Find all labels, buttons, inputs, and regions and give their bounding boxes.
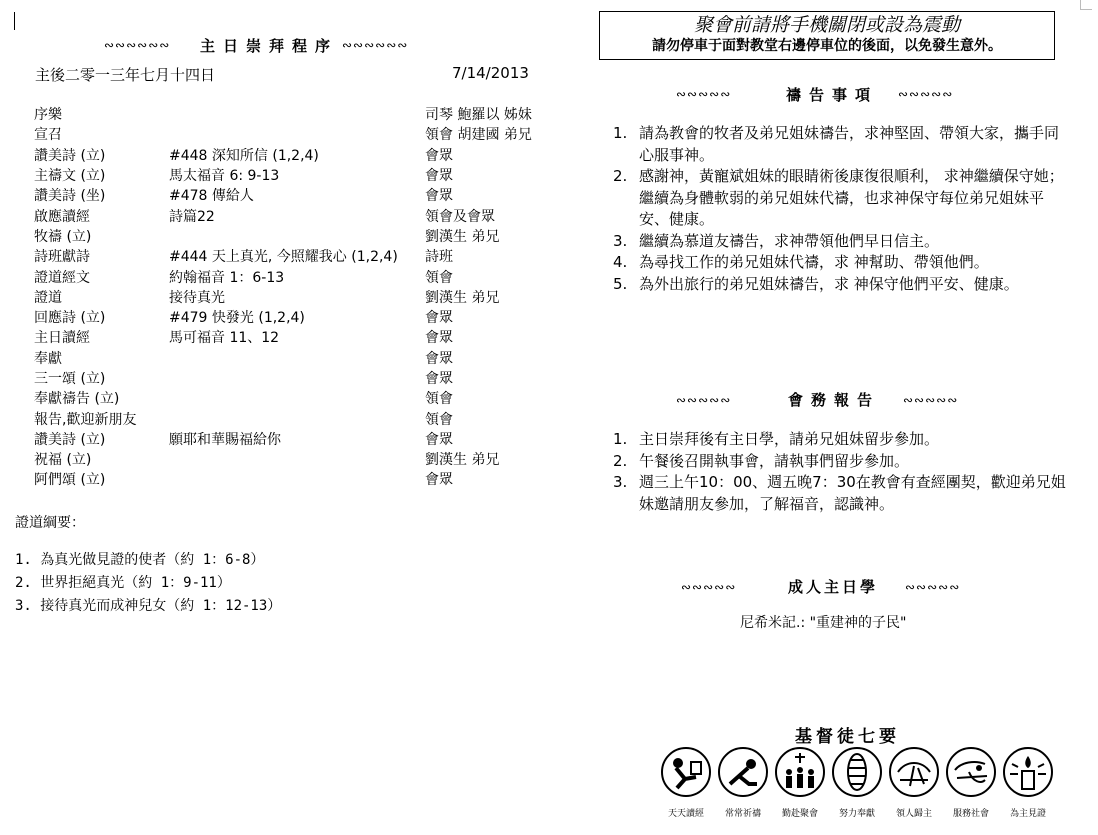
service-row <box>34 205 565 225</box>
service-detail: 約翰福音 1：6-13 <box>169 269 285 286</box>
service-row <box>34 124 565 144</box>
text-cursor <box>14 12 15 30</box>
serving-icon <box>945 746 997 798</box>
service-row <box>34 104 565 124</box>
school-title: 成人主日學 <box>788 578 879 596</box>
notice-box <box>599 11 1055 60</box>
service-item: 主禱文 (立) <box>34 168 106 185</box>
essential-label: 勤赴聚會 <box>781 809 818 819</box>
page-corner-mark <box>1080 9 1092 10</box>
service-row <box>34 449 565 469</box>
service-item: 三一頌 (立) <box>34 371 106 387</box>
affairs-title: 會務報告 <box>788 391 881 409</box>
prayer-item: 2. 感謝神，黃寵斌姐妹的眼睛術後康復很順利， 求神繼續保守她；繼續為身體軟弱的弟兄姐妹代禱，也求神保守每位弟兄姐妹平安、健康。 <box>613 167 1064 228</box>
service-item: 報告,歡迎新朋友 <box>34 411 137 428</box>
service-leader: 會眾 <box>425 147 453 164</box>
service-detail: #479 快發光 (1,2,4) <box>169 310 305 327</box>
service-leader: 會眾 <box>425 168 453 185</box>
sermon-outline-title: 證道綱要： <box>15 515 85 531</box>
fishers-icon <box>888 746 940 798</box>
service-leader: 劉漢生 弟兄 <box>425 289 500 306</box>
sermon-outline <box>15 549 281 618</box>
service-detail: 馬可福音 11、12 <box>169 330 280 347</box>
service-item: 證道 <box>34 289 62 306</box>
service-detail: #448 深知所信 (1,2,4) <box>169 147 319 164</box>
service-row <box>34 287 565 307</box>
school-deco-right: ∾∾∾∾∾ <box>905 580 961 594</box>
service-leader: 會眾 <box>425 472 453 489</box>
service-item: 祝福 (立) <box>34 452 92 469</box>
service-leader: 會眾 <box>425 371 453 387</box>
service-item: 序樂 <box>34 107 62 124</box>
service-row <box>34 348 565 368</box>
outline-item: 1. 為真光做見證的使者（約 1：6-8） <box>15 552 265 568</box>
service-detail: 接待真光 <box>169 289 225 306</box>
prayer-deco-right: ∾∾∾∾∾ <box>898 87 954 101</box>
service-detail <box>169 408 425 428</box>
service-leader: 劉漢生 弟兄 <box>425 452 500 469</box>
service-leader: 領會 <box>425 269 453 286</box>
prayer-item: 1. 請為教會的牧者及弟兄姐妹禱告，求神堅固、帶領大家，攜手同心服事神。 <box>613 124 1060 164</box>
service-item: 阿們頌 (立) <box>34 472 106 489</box>
title-deco-left: ∾∾∾∾∾∾ <box>104 38 171 52</box>
service-detail: 願耶和華賜福給你 <box>169 431 281 448</box>
prayer-item: 4. 為尋找工作的弟兄姐妹代禱，求 神幫助、帶領他們。 <box>613 253 989 271</box>
service-leader: 領會 胡建國 弟兄 <box>425 127 532 144</box>
school-deco-left: ∾∾∾∾∾ <box>681 580 737 594</box>
service-leader: 領會及會眾 <box>425 208 495 225</box>
service-row <box>34 307 565 327</box>
affairs-item: 2. 午餐後召開執事會，請執事們留步參加。 <box>613 451 910 470</box>
service-leader: 會眾 <box>425 431 453 448</box>
service-date: 7/14/2013 <box>452 64 529 82</box>
service-detail <box>169 449 425 469</box>
witness-icon <box>1002 746 1054 798</box>
service-row <box>34 266 565 286</box>
outline-item: 3. 接待真光而成神兒女（約 1：12-13） <box>15 598 282 614</box>
parking-notice: 請勿停車于面對教堂右邊停車位的後面，以免發生意外。 <box>652 38 1002 54</box>
prayer-title: 禱告事項 <box>786 86 879 104</box>
service-item: 奉獻 <box>34 350 62 367</box>
seven-essentials-icons <box>660 746 1055 819</box>
affairs-item: 3. 週三上午10：00、週五晚7：30在教會有查經團契，歡迎弟兄姐妹邀請朋友參加，了解福音，認識神。 <box>613 473 1066 513</box>
service-item: 詩班獻詩 <box>34 249 90 266</box>
essential-label: 服務社會 <box>952 809 989 819</box>
affairs-deco-left: ∾∾∾∾∾ <box>676 393 732 407</box>
service-leader: 會眾 <box>425 350 453 367</box>
service-leader: 會眾 <box>425 188 453 205</box>
essential-label: 常常祈禱 <box>724 809 761 819</box>
essential-label: 天天讀經 <box>667 809 704 819</box>
service-row <box>34 388 565 408</box>
service-row <box>34 327 565 347</box>
service-detail <box>169 124 425 144</box>
service-item: 讚美詩 (立) <box>34 431 106 448</box>
service-detail <box>169 226 425 246</box>
service-row <box>34 226 565 246</box>
service-item: 讚美詩 (坐) <box>34 188 106 205</box>
service-item: 奉獻禱告 (立) <box>34 391 120 408</box>
essential-label: 領人歸主 <box>895 809 932 819</box>
service-leader: 領會 <box>425 411 453 428</box>
service-item: 牧禱 (立) <box>34 228 92 245</box>
prayer-deco-left: ∾∾∾∾∾ <box>676 87 732 101</box>
reading-icon <box>660 746 712 798</box>
title-deco-right: ∾∾∾∾∾∾ <box>342 38 409 52</box>
service-item: 啟應讀經 <box>34 208 90 225</box>
service-order-table <box>34 104 565 490</box>
essential-label: 為主見證 <box>1009 809 1046 819</box>
service-row <box>34 145 565 165</box>
service-leader: 詩班 <box>425 249 453 266</box>
praying-icon <box>717 746 769 798</box>
service-detail <box>169 348 425 368</box>
service-leader: 司琴 鮑羅以 姊妹 <box>425 107 532 124</box>
service-row <box>34 469 565 489</box>
service-leader: 會眾 <box>425 310 453 327</box>
service-leader: 劉漢生 弟兄 <box>425 228 500 245</box>
service-row <box>34 246 565 266</box>
service-item: 回應詩 (立) <box>34 310 106 327</box>
service-detail <box>169 388 425 408</box>
service-row <box>34 165 565 185</box>
service-row <box>34 408 565 428</box>
essential-label: 努力奉獻 <box>838 809 875 819</box>
affairs-list <box>613 429 1068 515</box>
service-detail: 馬太福音 6: 9-13 <box>169 168 280 185</box>
service-item: 讚美詩 (立) <box>34 147 106 164</box>
service-item: 宣召 <box>34 127 62 144</box>
seven-essentials-title: 基督徒七要 <box>795 727 900 747</box>
service-leader: 會眾 <box>425 330 453 347</box>
page-title: 主日崇拜程序 <box>200 37 339 55</box>
service-detail: 詩篇22 <box>169 208 215 225</box>
service-row <box>34 429 565 449</box>
affairs-item: 1. 主日崇拜後有主日學，請弟兄姐妹留步參加。 <box>613 430 940 448</box>
service-detail: #478 傳給人 <box>169 188 254 205</box>
school-subject: 尼希米記.: "重建神的子民" <box>740 615 907 631</box>
prayer-item: 3. 繼續為慕道友禱告，求神帶領他們早日信主。 <box>613 231 940 250</box>
service-detail <box>169 104 425 124</box>
service-date-cn: 主後二零一三年七月十四日 <box>35 66 216 84</box>
outline-item: 2. 世界拒絕真光（約 1：9-11） <box>15 575 231 591</box>
prayer-item: 5. 為外出旅行的弟兄姐妹禱告，求 神保守他們平安、健康。 <box>613 274 1019 293</box>
prayer-list <box>613 123 1068 295</box>
service-detail <box>169 469 425 489</box>
service-detail <box>169 368 425 388</box>
service-row <box>34 185 565 205</box>
affairs-deco-right: ∾∾∾∾∾ <box>903 393 959 407</box>
phone-notice: 聚會前請將手機關閉或設為震動 <box>693 14 960 36</box>
offering-icon <box>831 746 883 798</box>
service-leader: 領會 <box>425 391 453 408</box>
service-item: 證道經文 <box>34 269 90 286</box>
gathering-icon <box>774 746 826 798</box>
service-detail: #444 天上真光, 今照耀我心 (1,2,4) <box>169 249 398 266</box>
service-item: 主日讀經 <box>34 330 90 347</box>
service-row <box>34 368 565 388</box>
